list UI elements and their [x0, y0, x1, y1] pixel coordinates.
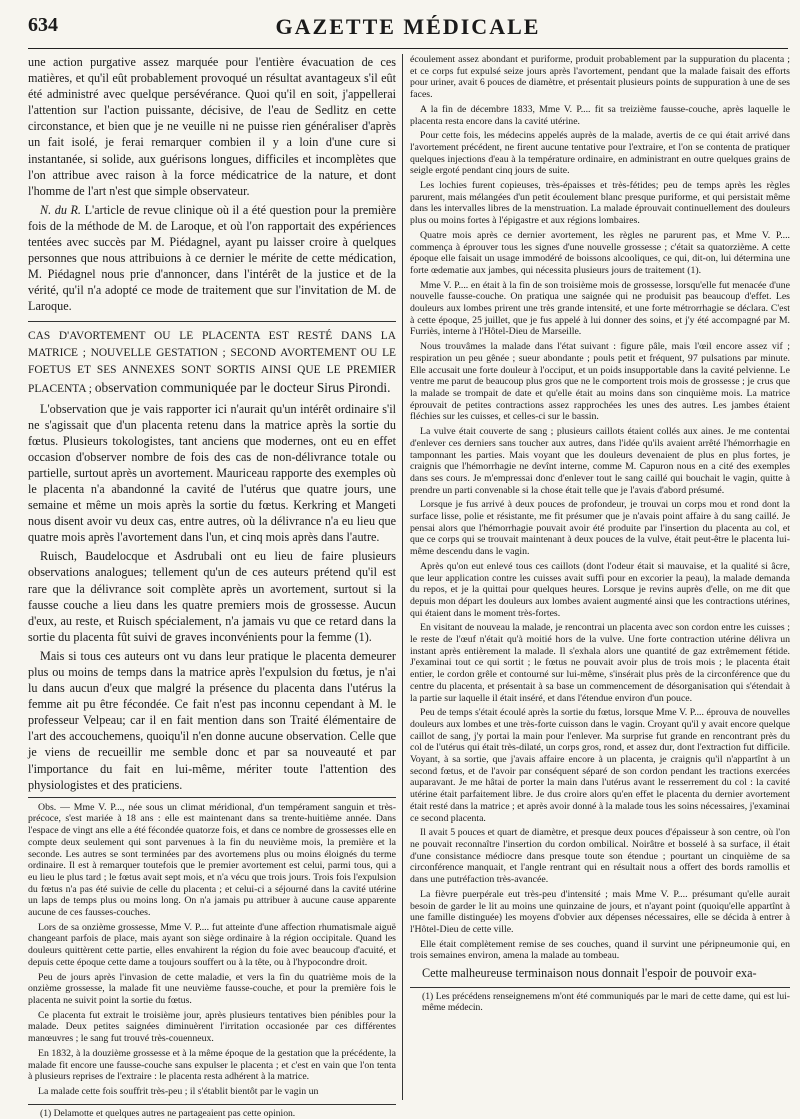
footnote: (1) Les précédens renseignemens m'ont été communiqués par le mari de cette dame, qui est lui-même médecin. [422, 991, 790, 1014]
paragraph: Cette malheureuse terminaison nous donnait l'espoir de pouvoir exa- [422, 966, 757, 981]
paragraph: Ruisch, Baudelocque et Asdrubali ont eu lieu de faire plusieurs observations analogues; tellement qu'un de ces auteurs prétend qu'il est rare que la délivrance soit complète après un avortement, surtout si la fausse couche a lieu dans les quatre premiers mois de grossesse. Aucun d'eux, au reste, et Ruisch spécialement, n'a jamais vu que ce retard dans la sortie du placenta fût suivi de graves inconvénients pour la femme (1). [28, 549, 396, 644]
observation-paragraph: Lors de sa onzième grossesse, Mme V. P.... fut atteinte d'une affection rhumatismale aiguë changeant parfois de place, mais ayant son siège ordinaire à la région occipitale. Quand les douleurs quittèrent cette partie, elles envahirent la région du foie avec beaucoup d'acuité, et depuis cette époque cette dame a toujours souffert ou à la tête, ou à l'hypocondre droit. [28, 921, 396, 968]
observation-paragraph: Après qu'on eut enlevé tous ces caillots (dont l'odeur était si mauvaise, et la qualité si âcre, que leur application contre les cuisses avait suffi pour en excorier la peau), la malade demanda du repos, et je la quittai pour quelques heures. Lorsque je revins auprès d'elle, on me dit que depuis mon départ les douleurs aux lombes avaient augmenté ainsi que les contractions utérines, qui étaient dans le moment très-fortes. [410, 560, 790, 619]
observation-paragraph: En visitant de nouveau la malade, je rencontrai un placenta avec son cordon entre les cuisses ; le reste de l'œuf n'était qu'à moitié hors de la vulve. Une forte contraction utérine délivra un instant après entièrement la malade. Il s'exhala alors une quantité de gaz extrêmement fétide. J'examinai tout ce qui sortit ; le fœtus ne pouvait avoir plus de trois mois ; le placenta était entier, le cordon grêle et contourné sur lui-même, s'insérait plus près de la circonférence que du centre du placenta, et présentait à sa base un commencement de désorganisation qui s'étendait à la partie sur laquelle il était inséré, et dans l'étendue environ d'un pouce. [410, 622, 790, 704]
observation-paragraph: Il avait 5 pouces et quart de diamètre, et presque deux pouces d'épaisseur à son centre, où l'on ne pouvait reconnaître l'insertion du cordon ombilical. Noirâtre et bosselé à sa surface, il était d'une consistance médiocre dans presque toute son étendue ; pourtant un cinquième de sa circonférence manquait, et l'angle rentrant qui en résultait nous a offert des bords ramollis et dans une putréfaction très-avancée. [410, 827, 790, 886]
observation-paragraph: Ce placenta fut extrait le troisième jour, après plusieurs tentatives bien pénibles pour la malade. Deux petites saignées diminuèrent l'irritation occasionée par ces différentes manœuvres ; le sang fut trouvé très-couenneux. [28, 1009, 396, 1045]
observation-paragraph: Elle était complètement remise de ses couches, quand il survint une péripneumonie qui, en trois semaines environ, amena la malade au tombeau. [410, 938, 790, 962]
section-separator [28, 797, 396, 798]
paragraph: Mais si tous ces auteurs ont vu dans leur pratique le placenta demeurer plus ou moins de temps dans la matrice après l'expulsion du fœtus, je n'ai lu dans aucun d'eux que malgré la présence du placenta dans l'utérus la femme ait pu être fécondée. Ce fait n'est pas inconnu cependant à M. le professeur Velpeau; car il en fait mention dans son Traité élémentaire de l'art des accouchemens, quoiqu'il n'en donne aucune observation. Celle que je viens de recueillir me semble donc et par sa nouveauté et par l'importance du fait en lui-même, mériter toute l'attention des physiologistes et des praticiens. [28, 648, 396, 792]
article-heading [28, 328, 396, 398]
observation-paragraph: Pour cette fois, les médecins appelés auprès de la malade, avertis de ce qui était arrivé dans l'avortement précédent, ne firent aucune tentative pour l'extraire, et l'on se contenta de pratiquer quelques injections d'eau à la température ordinaire, en administrant en outre quelques grains de seigle ergoté pendant cinq jours de suite. [410, 130, 790, 177]
observation-paragraph: Peu de temps s'était écoulé après la sortie du fœtus, lorsque Mme V. P.... éprouva de nouvelles douleurs aux lombes et une très-forte cuisson dans le vagin. Croyant qu'il y avait encore quelque caillot de sang, j'y portai la main pour l'enlever. Ma surprise fut grande en rencontrant près du col de l'utérus qui était très-dilaté, un corps gros, rond, et assez dur, dont l'extraction fut difficile. Voyant, à sa sortie, que j'avais affaire encore à un placenta, je craignis qu'il n'appartînt à un second fœtus, et de l'avoir par conséquent séparé de son cordon pendant les tractions exercées auparavant. Je me hâtai de porter la main dans l'utérus avant le resserrement du col : la cavité utérine était parfaitement libre. Je dus croire alors qu'en effet le placenta du dernier avortement était resté dans la matrice ; et après avoir donné à la malade tous les soins nécessaires, j'examinai ce second placenta. [410, 707, 790, 824]
observation-paragraph: écoulement assez abondant et puriforme, produit probablement par la suppuration du placenta ; et ce corps fut expulsé seize jours après l'avortement, pendant que la malade faisait des efforts pour uriner, avait 6 pouces de diamètre, et présentait plusieurs points de suppuration à une de ses faces. [410, 54, 790, 101]
footnote-rule [28, 1104, 396, 1105]
observation-paragraph: Nous trouvâmes la malade dans l'état suivant : figure pâle, mais l'œil encore assez vif ; respiration un peu gênée ; sueur abondante ; pouls petit et fréquent, 97 pulsations par minute. Elle accusait une forte douleur à l'occiput, et un poids insupportable dans la cavité pelvienne. Le ventre me parut de beaucoup plus gros que ne le comportent trois mois de grossesse ; je crus que la malade se trompait de date et qu'elle était au moins dans son cinquième mois. La matrice éprouvait de petites contractions assez rapprochées les unes des autres. Les jambes étaient fléchies sur les cuisses, et celles-ci sur le bassin. [410, 341, 790, 423]
journal-title: GAZETTE MÉDICALE [275, 14, 541, 39]
observation-paragraph: Peu de jours après l'invasion de cette maladie, et vers la fin du quatrième mois de la onzième grossesse, la malade fit une neuvième fausse-couche, et pour la première fois le placenta ne suivit point la sortie du fœtus. [28, 971, 396, 1006]
observation-paragraph: La fièvre puerpérale eut très-peu d'intensité ; mais Mme V. P.... présumant qu'elle aurait besoin de garder le lit au moins une quinzaine de jours, et n'ayant point (quoiqu'elle appartînt à une famille distinguée) les moyens d'obvier aux dépenses nécessaires, elle se décida à entrer à l'Hôtel-Dieu de cette ville. [410, 888, 790, 935]
observation-paragraph: Quatre mois après ce dernier avortement, les règles ne parurent pas, et Mme V. P.... commença à éprouver tous les signes d'une nouvelle grossesse ; c'était sa quatorzième. A cette époque elle faisait un usage immodéré de boissons alcooliques, ce qui, dit-on, lui détermina une forte œdematie aux jambes, qui nécessita plusieurs jours de traitement (1). [410, 229, 790, 276]
footnote: (1) Delamotte et quelques autres ne partageaient pas cette opinion. [40, 1107, 296, 1119]
observation-paragraph: A la fin de décembre 1833, Mme V. P.... fit sa treizième fausse-couche, après laquelle le placenta resta encore dans la cavité utérine. [410, 103, 790, 127]
observation-paragraph: La vulve était couverte de sang ; plusieurs caillots étaient collés aux aines. Je me contentai d'enlever ces derniers sans toucher aux autres, dans l'idée qu'ils avaient arrêté l'hémorrhagie en tamponnant les parties. Mais voyant que les douleurs devenaient de plus en plus fortes, je craignis que l'hémorrhagie ne devînt interne, comme M. Capuron nous en a cité des exemples dans ses cours. Je m'empressai donc d'enlever tout le sang caillé qui bouchait le vagin, quitte à prendre un parti convenable si la chose était telle que je l'avais d'abord présumé. [410, 426, 790, 496]
paragraph: L'observation que je vais rapporter ici n'aurait qu'un intérêt ordinaire s'il ne s'agissait que d'un placenta retenu dans la matrice après la sortie du fœtus. Plusieurs tokologistes, tant anciens que modernes, ont eu en effet occasion d'observer nombre de fois des cas de non-délivrance totale ou partielle, surtout après un avortement. Mauriceau rapporte des exemples où le placenta n'a abandonné la cavité de l'utérus que quatre jours, une semaine et même un mois après la sortie du fœtus. Kerkring et Mangeti nous disent avoir vu deux cas, entre autres, où la délivrance n'a eu lieu que quatre mois après l'avortement dans l'un, et cinq mois après dans l'autre. [28, 401, 396, 545]
section-separator [28, 321, 396, 322]
paragraph: une action purgative assez marquée pour l'entière évacuation de ces matières, et qu'il eût probablement provoqué un résultat avantageux s'il eût été administré avec quelque persévérance. Quoi qu'il en soit, j'appellerai l'attention sur l'action puissante, décisive, de l'eau de Sedlitz en cette circonstance, et bien que je ne veuille ni ne puisse rien généraliser d'après un fait isolé, je ferai remarquer combien il y a loin d'une cure si instantanée, si solide, aux guérisons longues, difficiles et incomplètes que l'on attribue avec raison à la force médicatrice de la nature, et dont l'homme de l'art n'est que simple observateur. [28, 55, 396, 198]
page-number: 634 [28, 14, 58, 36]
article-title: CAS D'AVORTEMENT OU LE PLACENTA EST RESTÉ DANS LA MATRICE ; NOUVELLE GESTATION ; SECOND AVORTEMENT OU LE FOETUS ET SES ANNEXES SONT SORTIS AINSI QUE LE PREMIER PLACENTA ; [28, 329, 396, 395]
observation-paragraph: Obs. — Mme V. P..., née sous un climat méridional, d'un tempérament sanguin et très-précoce, s'est mariée à 18 ans : elle est maintenant dans sa trente-huitième année. Dans l'espace de vingt ans elle a été fécondée quatorze fois, et dans ce nombre de grossesses elle en compte deux seulement qui sont parvenues à la fin du neuvième mois, la première et la seconde. Les autres se sont terminées par des avortemens plus ou moins éloignés du terme ordinaire. Il est à remarquer toutefois que le premier avortement est celui, parmi tous, qui a eu lieu le plus tard ; le fœtus avait sept mois, et n'a vécu que trois jours. Trois fois l'expulsion du fœtus n'a pas été suivie de celle du placenta ; et celui-ci a séjourné dans la cavité utérine un laps de temps plus ou moins long. On n'a jamais pu attribuer à aucune cause apparente aucune de ces fausses-couches. [28, 801, 396, 919]
right-column [410, 54, 790, 1100]
note-label: N. du R. [40, 202, 81, 217]
article-byline: observation communiquée par le docteur Sirus Pirondi. [94, 379, 391, 395]
column-divider [402, 54, 403, 1100]
observation-paragraph: Mme V. P.... en était à la fin de son troisième mois de grossesse, lorsqu'elle fut menacée d'une nouvelle fausse-couche. On pratiqua une saignée qui ne produisit pas beaucoup d'effet. Les douleurs aux lombes prirent une très grande intensité, et une forte métrorrhagie se déclara. C'est à cette époque, 25 juillet, que je fus appelé à lui donner des soins, et j'y été accompagné par M. Furriès, interne à l'Hôtel-Dieu de Marseille. [410, 279, 790, 338]
footnote-rule [410, 987, 790, 988]
editor-note [28, 202, 396, 315]
observation-paragraph: Lorsque je fus arrivé à deux pouces de profondeur, je trouvai un corps mou et rond dont la surface lisse, polie et résistante, me fit présumer que je n'avais point affaire à du sang caillé. Je pensai alors que l'hémorrhagie pouvait avoir été produite par l'insertion du placenta au col, et que ce corps qui se trouvait maintenant à deux pouces de la vulve, était peut-être le placenta lui-même descendu dans le vagin. [410, 499, 790, 558]
observation-paragraph: Les lochies furent copieuses, très-épaisses et très-fétides; peu de temps après les règles parurent, mais mélangées d'un petit écoulement blanc presque puriforme, et qui persistait même dans les intervalles libres de la menstruation. La malade éprouvait continuellement des douleurs plus ou moins fortes à l'épigastre et aux régions lombaires. [410, 180, 790, 227]
observation-paragraph: En 1832, à la douzième grossesse et à la même époque de la gestation que la précédente, la malade fit encore une fausse-couche sans expulser le placenta ; et c'est en vain que l'on tenta à plusieurs reprises de l'extraire : le placenta resta adhérent à la matrice. [28, 1047, 396, 1083]
page-header [28, 8, 788, 49]
left-column [28, 54, 396, 1119]
note-text: L'article de revue clinique où il a été question pour la première fois de la méthode de M. de Laroque, et où l'on rapportait des expériences tentées avec succès par M. Piédagnel, ayant pu laisser croire à quelques personnes que nous attribuions à ce dernier le mérite de cette médication, M. Piédagnel nous prie d'annoncer, dans l'intérêt de la justice et de la vérité, qu'il n'a adopté ce mode de traitement que sur l'invitation de M. de Laroque. [28, 202, 396, 314]
observation-paragraph: La malade cette fois souffrit très-peu ; il s'établit bientôt par le vagin un [38, 1085, 319, 1097]
